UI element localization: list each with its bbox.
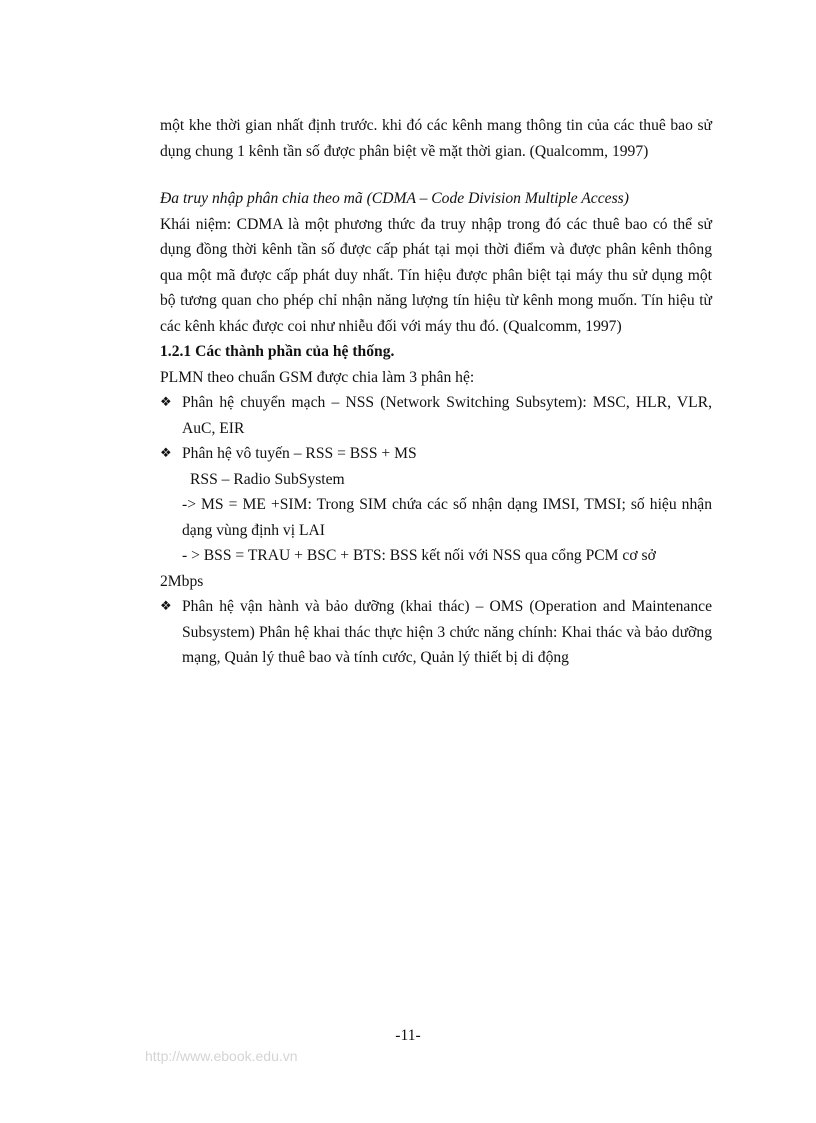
ms-line: -> MS = ME +SIM: Trong SIM chứa các số nhận dạng IMSI, TMSI; số hiệu nhận dạng vùng định vị LAI (182, 496, 712, 539)
rss-definition: RSS – Radio SubSystem (190, 470, 345, 488)
diamond-bullet-icon: ❖ (160, 446, 172, 461)
footer-url: http://www.ebook.edu.vn (145, 1048, 298, 1064)
bss-line-continued: 2Mbps (160, 572, 204, 590)
paragraph-gap (160, 164, 712, 186)
cdma-definition: Khái niệm: CDMA là một phương thức đa truy nhập trong đó các thuê bao có thể sử dụng đồng thời kênh tần số được cấp phát tại mọi thời điểm và được phân kênh thông qua một mã được cấp phát duy nhất. Tín hiệu được phân biệt tại máy thu sử dụng một bộ tương quan cho phép chỉ nhận năng lượng tín hiệu từ kênh mong muốn. Tín hiệu từ các kênh khác được coi như nhiễu đối với máy thu đó. (Qualcomm, 1997) (160, 215, 712, 335)
section-heading: 1.2.1 Các thành phần của hệ thống. (160, 343, 395, 360)
list-item-text: Phân hệ chuyển mạch – NSS (Network Switching Subsytem): MSC, HLR, VLR, AuC, EIR (182, 394, 712, 437)
list-item-rss (160, 441, 712, 467)
paragraph-tdma-end: một khe thời gian nhất định trước. khi đó các kênh mang thông tin của các thuê bao sử dụng chung 1 kênh tần số được phân biệt về mặt thời gian. (Qualcomm, 1997) (160, 117, 712, 160)
section-intro: PLMN theo chuẩn GSM được chia làm 3 phân hệ: (160, 368, 475, 386)
page-number: -11- (395, 1027, 421, 1044)
cdma-title: Đa truy nhập phân chia theo mã (CDMA – Code Division Multiple Access) (160, 190, 629, 207)
page-content (160, 113, 712, 671)
list-item-text: Phân hệ vô tuyến – RSS = BSS + MS (182, 445, 417, 462)
diamond-bullet-icon: ❖ (160, 395, 172, 410)
list-item-text: Phân hệ vận hành và bảo dưỡng (khai thác) – OMS (Operation and Maintenance Subsystem) Phân hệ khai thác thực hiện 3 chức năng chính: Khai thác và bảo dưỡng mạng, Quản lý thuê bao và tính cước, Quản lý thiết bị di động (182, 598, 712, 666)
list-item-oms (160, 594, 712, 671)
bss-line: - > BSS = TRAU + BSC + BTS: BSS kết nối với NSS qua cổng PCM cơ sở (182, 547, 656, 564)
list-item-nss (160, 390, 712, 441)
diamond-bullet-icon: ❖ (160, 599, 172, 614)
